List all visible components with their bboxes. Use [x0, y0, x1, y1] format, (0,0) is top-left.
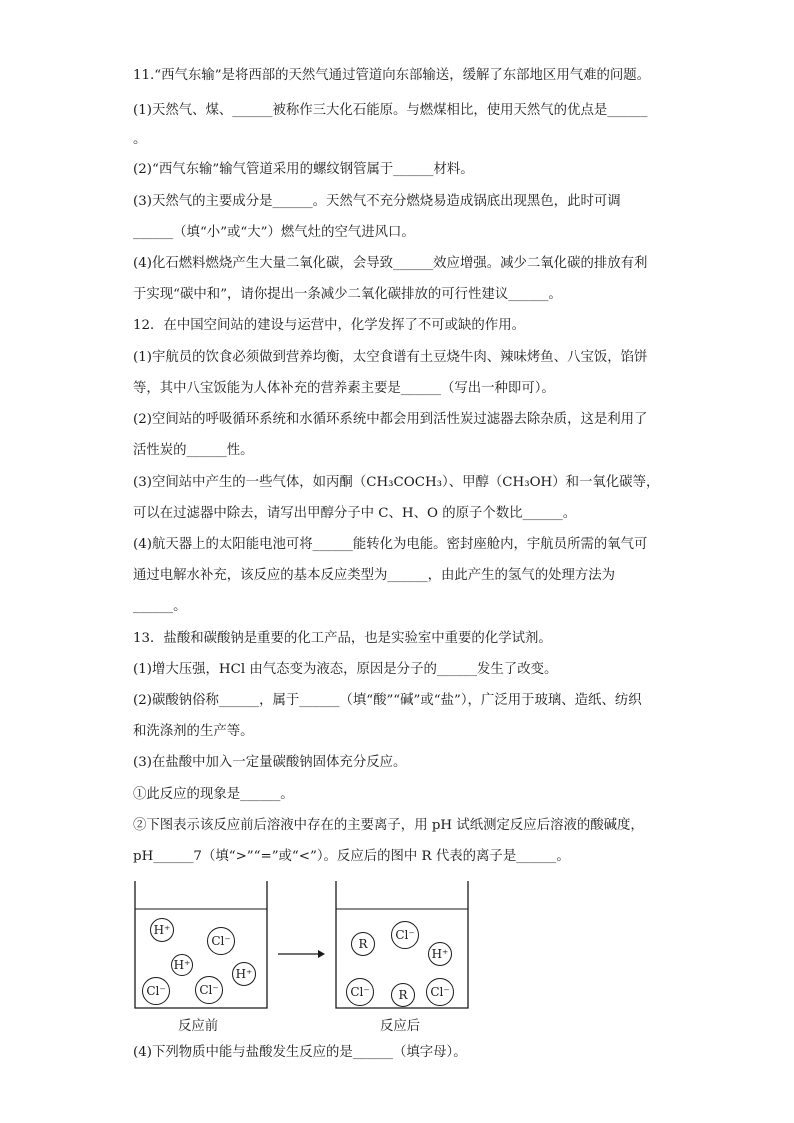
- q12-part4-b: 通过电解水补充，该反应的基本反应类型为______，由此产生的氢气的处理方法为: [133, 568, 616, 583]
- ion-before-4: H⁺: [232, 962, 256, 986]
- q13-stem: 13．盐酸和碳酸钠是重要的化工产品，也是实验室中重要的化学试剂。: [133, 631, 552, 646]
- q12-part4-c: ______。: [133, 599, 187, 614]
- caption-before: 反应前: [178, 1019, 219, 1034]
- q13-part2-b: 和洗涤剂的生产等。: [133, 724, 254, 739]
- q12-part2-a: (2)空间站的呼吸循环系统和水循环系统中都会用到活性炭过滤器去除杂质，这是利用了: [133, 412, 648, 427]
- ion-after-6: Cl⁻: [426, 978, 454, 1006]
- q11-part4-a: (4)化石燃料燃烧产生大量二氧化碳，会导致______效应增强。减少二氧化碳的排放有利: [133, 256, 648, 271]
- q12-part3-b: 可以在过滤器中除去，请写出甲醇分子中 C、H、O 的原子个数比______。: [133, 506, 577, 521]
- q12-part1-b: 等，其中八宝饭能为人体补充的营养素主要是______（写出一种即可）。: [133, 381, 555, 396]
- q11-part1-a: (1)天然气、煤、______被称作三大化石能原。与燃煤相比，使用天然气的优点是______: [133, 103, 648, 118]
- ion-before-2: Cl⁻: [207, 927, 235, 955]
- q13-part3-2-a: ②下图表示该反应前后溶液中存在的主要离子，用 pH 试纸测定反应后溶液的酸碱度，: [133, 818, 644, 833]
- q11-part1-b: 。: [133, 132, 147, 147]
- ion-after-5: R: [391, 983, 415, 1007]
- beaker-before: [134, 881, 268, 1009]
- q11-stem: 11.“西气东输”是将西部的天然气通过管道向东部输送，缓解了东部地区用气难的问题。: [133, 68, 651, 83]
- ion-before-1: H⁺: [150, 918, 174, 942]
- q11-part2: (2)“西气东输”输气管道采用的螺纹钢管属于______材料。: [133, 162, 474, 177]
- q13-part1: (1)增大压强，HCl 由气态变为液态，原因是分子的______发生了改变。: [133, 662, 558, 677]
- q12-part4-a: (4)航天器上的太阳能电池可将______能转化为电能。密封座舱内，宇航员所需的氧气可: [133, 537, 648, 552]
- ion-after-1: R: [351, 932, 375, 956]
- q13-part3: (3)在盐酸中加入一定量碳酸钠固体充分反应。: [133, 755, 407, 770]
- q12-part2-b: 活性炭的______性。: [133, 443, 254, 458]
- q12-stem: 12．在中国空间站的建设与运营中，化学发挥了不可或缺的作用。: [133, 318, 525, 333]
- caption-after: 反应后: [380, 1019, 421, 1034]
- ion-after-3: H⁺: [428, 942, 452, 966]
- q11-part3-b: ______（填“小”或“大”）燃气灶的空气进风口。: [133, 225, 415, 240]
- q11-part4-b: 于实现“碳中和”，请你提出一条减少二氧化碳排放的可行性建议______。: [133, 287, 562, 302]
- q11-part3-a: (3)天然气的主要成分是______。天然气不充分燃烧易造成锅底出现黑色，此时可调: [133, 194, 621, 209]
- q12-part3-a: (3)空间站中产生的一些气体，如丙酮（CH₃COCH₃）、甲醇（CH₃OH）和一氧化碳等，: [133, 475, 660, 490]
- q13-part3-1: ①此反应的现象是______。: [133, 787, 294, 802]
- ion-before-3: H⁺: [171, 954, 193, 976]
- ion-before-6: Cl⁻: [195, 976, 223, 1004]
- ion-before-5: Cl⁻: [142, 977, 170, 1005]
- q13-part4: (4)下列物质中能与盐酸发生反应的是______（填字母）。: [133, 1045, 467, 1060]
- q12-part1-a: (1)宇航员的饮食必须做到营养均衡，太空食谱有土豆烧牛肉、辣味烤鱼、八宝饭，馅饼: [133, 350, 648, 365]
- q13-part3-2-b: pH______7（填“>”“=”或“<”）。反应后的图中 R 代表的离子是______。: [133, 849, 570, 864]
- ion-after-2: Cl⁻: [391, 921, 419, 949]
- beaker-after: [335, 881, 469, 1009]
- reaction-arrow-icon: [278, 948, 326, 960]
- ion-after-4: Cl⁻: [346, 978, 374, 1006]
- q13-part2-a: (2)碳酸钠俗称______，属于______（填“酸”“碱”或“盐”），广泛用于玻璃、造纸、纺织: [133, 693, 642, 708]
